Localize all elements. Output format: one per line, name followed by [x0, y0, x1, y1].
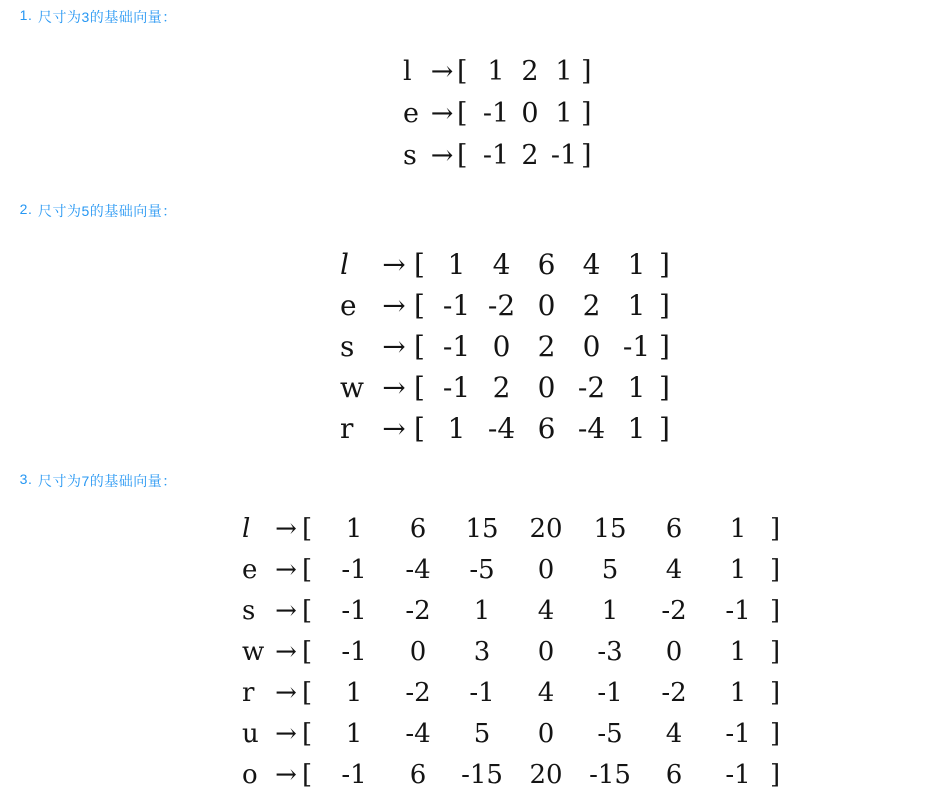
close-bracket: ]	[659, 412, 670, 445]
arrow-symbol: →	[430, 97, 454, 129]
close-bracket: ]	[770, 554, 781, 585]
vector-value: -2	[661, 595, 687, 626]
vector-value: 1	[555, 97, 573, 129]
vector-value: -1	[442, 371, 471, 404]
vector-value: 1	[473, 595, 491, 626]
vector-letter: w	[340, 371, 364, 404]
vector-value: -2	[405, 677, 431, 708]
vector-value: 4	[537, 595, 555, 626]
vector-value: 6	[537, 412, 556, 445]
vector-block-1	[403, 50, 595, 176]
vector-value: -15	[461, 759, 503, 790]
vector-value: 1	[729, 636, 747, 667]
vector-row-s	[340, 326, 675, 367]
vector-value: 6	[665, 759, 683, 790]
section-2-number: 2.	[19, 201, 33, 217]
vector-value: 6	[409, 513, 427, 544]
vector-value: 6	[537, 248, 556, 281]
open-bracket: [	[414, 248, 425, 281]
arrow-symbol: →	[275, 513, 297, 544]
vector-value: 2	[537, 330, 556, 363]
vector-value: -1	[725, 595, 751, 626]
vector-value: 4	[582, 248, 601, 281]
vector-value: 0	[537, 289, 556, 322]
open-bracket: [	[302, 636, 313, 667]
vector-row-e	[340, 285, 675, 326]
vector-row-s	[403, 134, 595, 176]
close-bracket: ]	[581, 97, 592, 129]
close-bracket: ]	[581, 55, 592, 87]
close-bracket: ]	[659, 248, 670, 281]
vector-value: 0	[521, 97, 539, 129]
vector-value: 1	[555, 55, 573, 87]
vector-value: -4	[487, 412, 516, 445]
vector-value: -3	[597, 636, 623, 667]
vector-value: 0	[582, 330, 601, 363]
vector-value: -1	[442, 330, 471, 363]
vector-letter: o	[242, 759, 258, 790]
vector-row-l	[340, 244, 675, 285]
vector-value: 3	[473, 636, 491, 667]
close-bracket: ]	[770, 513, 781, 544]
vector-value: 0	[492, 330, 511, 363]
vector-value: -2	[661, 677, 687, 708]
vector-value: 4	[665, 718, 683, 749]
vector-value: 2	[521, 139, 539, 171]
open-bracket: [	[302, 677, 313, 708]
vector-value: 6	[665, 513, 683, 544]
vector-value: -5	[469, 554, 495, 585]
vector-value: 1	[345, 677, 363, 708]
vector-value: -4	[405, 554, 431, 585]
vector-value: -1	[482, 97, 510, 129]
arrow-symbol: →	[275, 759, 297, 790]
vector-value: 1	[627, 371, 646, 404]
vector-value: -1	[550, 139, 578, 171]
vector-value: -1	[725, 759, 751, 790]
arrow-symbol: →	[382, 330, 406, 363]
vector-value: 0	[537, 636, 555, 667]
vector-value: 1	[447, 248, 466, 281]
section-2-title: 尺寸为5的基础向量：	[38, 203, 177, 219]
vector-value: 0	[537, 371, 556, 404]
close-bracket: ]	[659, 371, 670, 404]
vector-value: -4	[577, 412, 606, 445]
close-bracket: ]	[770, 595, 781, 626]
vector-value: -1	[442, 289, 471, 322]
arrow-symbol: →	[382, 248, 406, 281]
vector-value: 0	[665, 636, 683, 667]
vector-letter: s	[242, 595, 256, 626]
vector-value: 20	[529, 759, 563, 790]
vector-value: 1	[345, 718, 363, 749]
vector-value: -5	[597, 718, 623, 749]
arrow-symbol: →	[275, 677, 297, 708]
open-bracket: [	[414, 330, 425, 363]
vector-value: 0	[537, 718, 555, 749]
vector-value: 5	[473, 718, 491, 749]
arrow-symbol: →	[382, 412, 406, 445]
vector-value: 1	[601, 595, 619, 626]
vector-letter: r	[340, 412, 354, 445]
vector-letter: e	[340, 289, 357, 322]
open-bracket: [	[414, 371, 425, 404]
open-bracket: [	[302, 718, 313, 749]
close-bracket: ]	[770, 636, 781, 667]
section-2-heading	[14, 201, 177, 221]
vector-value: 1	[487, 55, 505, 87]
open-bracket: [	[457, 139, 468, 171]
vector-value: -4	[405, 718, 431, 749]
close-bracket: ]	[770, 718, 781, 749]
vector-value: 20	[529, 513, 563, 544]
vector-value: -15	[589, 759, 631, 790]
vector-value: 6	[409, 759, 427, 790]
vector-value: -2	[405, 595, 431, 626]
close-bracket: ]	[659, 330, 670, 363]
vector-value: 5	[601, 554, 619, 585]
vector-letter: s	[403, 139, 417, 171]
vector-letter: l	[242, 513, 251, 544]
open-bracket: [	[457, 97, 468, 129]
vector-value: 15	[593, 513, 627, 544]
open-bracket: [	[302, 595, 313, 626]
vector-letter: e	[242, 554, 258, 585]
open-bracket: [	[414, 412, 425, 445]
arrow-symbol: →	[430, 55, 454, 87]
vector-row-e	[403, 92, 595, 134]
vector-value: 1	[729, 554, 747, 585]
arrow-symbol: →	[275, 554, 297, 585]
arrow-symbol: →	[382, 289, 406, 322]
vector-value: 1	[627, 289, 646, 322]
section-3-number: 3.	[19, 471, 33, 487]
vector-value: 1	[345, 513, 363, 544]
vector-value: -2	[487, 289, 516, 322]
vector-value: 0	[409, 636, 427, 667]
vector-value: 2	[492, 371, 511, 404]
arrow-symbol: →	[275, 595, 297, 626]
vector-row-r	[340, 408, 675, 449]
section-1-heading	[14, 7, 177, 27]
open-bracket: [	[302, 759, 313, 790]
vector-value: 2	[582, 289, 601, 322]
vector-row-s	[242, 590, 786, 631]
vector-row-w	[340, 367, 675, 408]
vector-block-3	[242, 508, 786, 795]
vector-row-u	[242, 713, 786, 754]
arrow-symbol: →	[275, 636, 297, 667]
vector-letter: r	[242, 677, 255, 708]
vector-value: 4	[492, 248, 511, 281]
vector-row-l	[242, 508, 786, 549]
vector-value: -1	[341, 759, 367, 790]
vector-value: -1	[341, 554, 367, 585]
vector-row-o	[242, 754, 786, 795]
close-bracket: ]	[659, 289, 670, 322]
vector-value: 0	[537, 554, 555, 585]
vector-value: 1	[627, 412, 646, 445]
section-3-heading	[14, 471, 177, 491]
open-bracket: [	[302, 513, 313, 544]
arrow-symbol: →	[382, 371, 406, 404]
section-3-title: 尺寸为7的基础向量：	[38, 473, 177, 489]
vector-value: 2	[521, 55, 539, 87]
vector-value: 1	[627, 248, 646, 281]
vector-value: -2	[577, 371, 606, 404]
arrow-symbol: →	[430, 139, 454, 171]
section-1-title: 尺寸为3的基础向量：	[38, 9, 177, 25]
vector-value: -1	[469, 677, 495, 708]
vector-block-2	[340, 244, 675, 449]
vector-value: 4	[537, 677, 555, 708]
vector-value: 1	[447, 412, 466, 445]
vector-value: 4	[665, 554, 683, 585]
vector-value: 1	[729, 677, 747, 708]
vector-value: -1	[341, 595, 367, 626]
vector-letter: u	[242, 718, 259, 749]
vector-letter: s	[340, 330, 355, 363]
vector-row-r	[242, 672, 786, 713]
vector-letter: l	[340, 248, 349, 281]
open-bracket: [	[302, 554, 313, 585]
open-bracket: [	[414, 289, 425, 322]
vector-value: 15	[465, 513, 499, 544]
vector-row-l	[403, 50, 595, 92]
vector-letter: e	[403, 97, 419, 129]
vector-value: 1	[729, 513, 747, 544]
vector-value: -1	[341, 636, 367, 667]
section-1-number: 1.	[19, 7, 33, 23]
open-bracket: [	[457, 55, 468, 87]
vector-value: -1	[725, 718, 751, 749]
arrow-symbol: →	[275, 718, 297, 749]
vector-row-w	[242, 631, 786, 672]
vector-letter: l	[403, 55, 412, 87]
vector-row-e	[242, 549, 786, 590]
close-bracket: ]	[770, 759, 781, 790]
vector-value: -1	[597, 677, 623, 708]
vector-letter: w	[242, 636, 265, 667]
close-bracket: ]	[770, 677, 781, 708]
vector-value: -1	[622, 330, 651, 363]
close-bracket: ]	[581, 139, 592, 171]
vector-value: -1	[482, 139, 510, 171]
